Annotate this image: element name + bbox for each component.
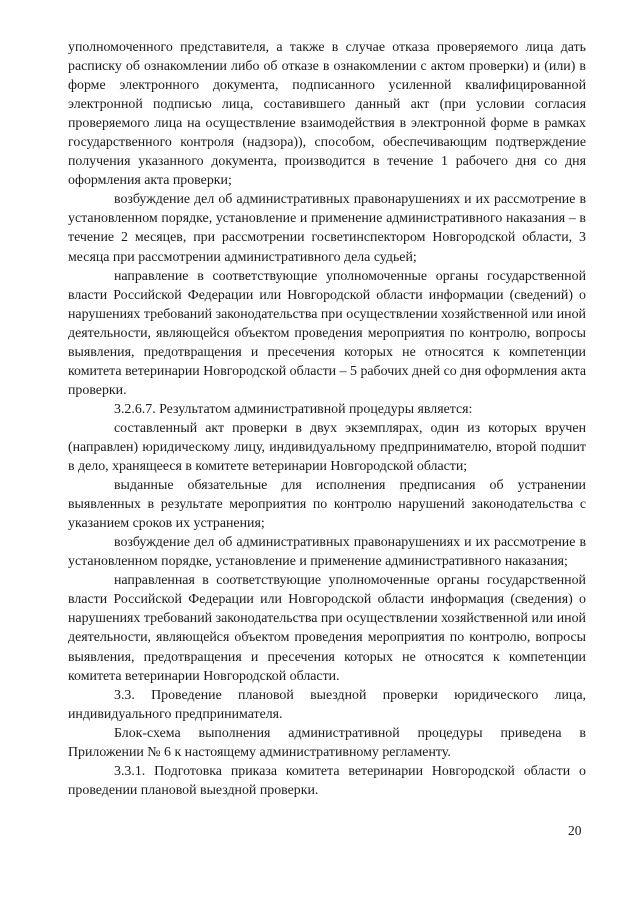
- section-heading-3-3: 3.3. Проведение плановой выездной проверки юридического лица, индивидуального предпринимателя.: [68, 687, 586, 722]
- paragraph-result-heading: 3.2.6.7. Результатом административной процедуры является:: [114, 401, 473, 417]
- page-number: 20: [568, 823, 582, 838]
- paragraph-inspection-act: составленный акт проверки в двух экземплярах, один из которых вручен (направлен) юридическому лицу, индивидуальному предпринимателю, второй подшит в дело, хранящееся в комитете ветеринарии Новгородской области;: [68, 420, 586, 475]
- paragraph-referral-to-authorities: направление в соответствующие уполномоченные органы государственной власти Российской Федерации или Новгородской области информации (сведений) о нарушениях требований законодательства при осуществлении хозяйственной или иной деятельности, являющейся объектом проведения мероприятия по контролю, вопросы выявления, предотвращения и пресечения которых не относятся к компетенции комитета ветеринарии Новгородской области – 5 рабочих дней со дня оформления акта проверки.: [68, 268, 586, 398]
- paragraph-issued-orders: выданные обязательные для исполнения предписания об устранении выявленных в результате мероприятия по контролю нарушений законодательства с указанием сроков их устранения;: [68, 478, 586, 532]
- section-heading-3-3-1: 3.3.1. Подготовка приказа комитета ветеринарии Новгородской области о проведении плановой выездной проверки.: [68, 763, 586, 798]
- paragraph-administrative-offenses: возбуждение дел об административных правонарушениях и их рассмотрение в установленном порядке, установление и применение административного наказания – в течение 2 месяцев, при рассмотрении госветинспектором Новгородской области, 3 месяца при рассмотрении административного дела судьей;: [68, 192, 586, 265]
- paragraph-offense-proceedings: возбуждение дел об административных правонарушениях и их рассмотрение в установленном порядке, установление и применение административного наказания;: [68, 535, 586, 570]
- paragraph-continuation: уполномоченного представителя, а также в случае отказа проверяемого лица дать расписку об ознакомлении либо об отказе в ознакомлении с актом проверки) и (или) в форме электронного документа, подписанного усиленной квалифицированной электронной подписью лица, составившего данный акт (при условии согласия проверяемого лица на осуществление взаимодействия в электронной форме в рамках государственного контроля (надзора)), способом, обеспечивающим подтверждение получения указанного документа, производится в течение 1 рабочего дня со дня оформления акта проверки;: [68, 40, 586, 189]
- document-body: [68, 38, 586, 800]
- paragraph-flowchart-reference: Блок-схема выполнения административной процедуры приведена в Приложении № 6 к настоящему административному регламенту.: [68, 725, 586, 760]
- paragraph-referred-information: направленная в соответствующие уполномоченные органы государственной власти Российской Федерации или Новгородской области информация (сведения) о нарушениях требований законодательства при осуществлении хозяйственной или иной деятельности, являющейся объектом проведения мероприятия по контролю, вопросы выявления, предотвращения и пресечения которых не относятся к компетенции комитета ветеринарии Новгородской области.: [68, 573, 586, 684]
